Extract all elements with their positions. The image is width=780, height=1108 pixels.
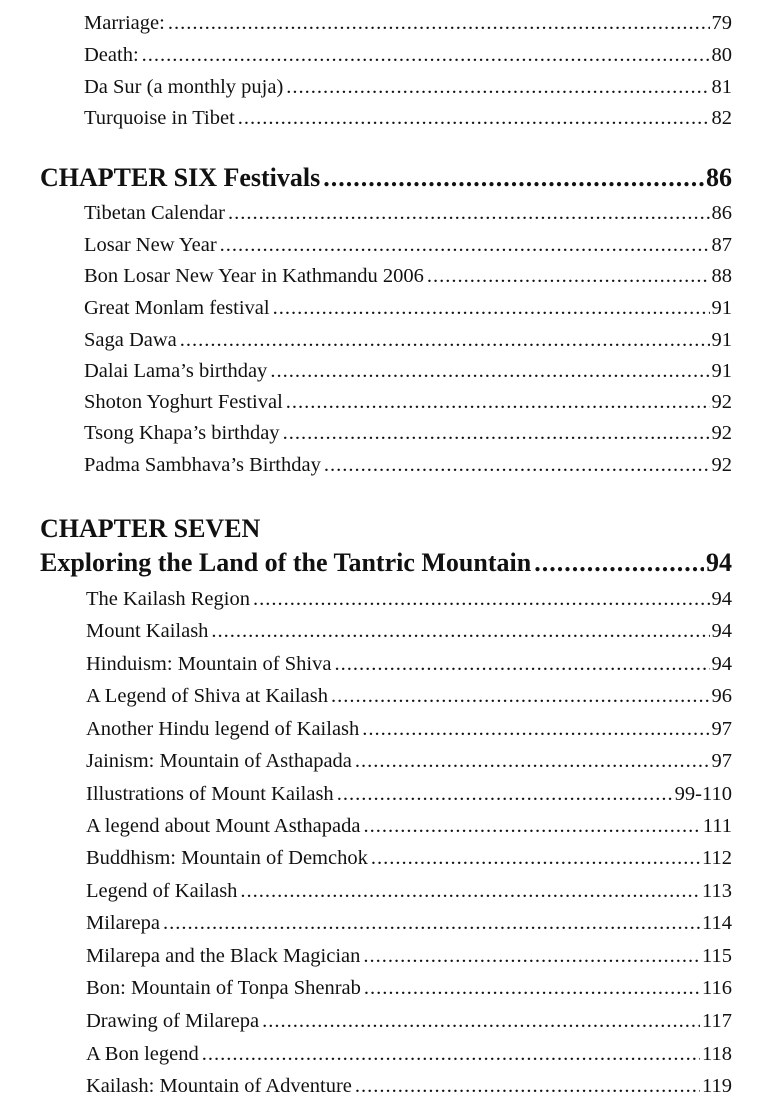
toc-entry-title: Dalai Lama’s birthday — [84, 360, 268, 382]
toc-entry[interactable] — [86, 941, 732, 971]
toc-entry-page: 92 — [711, 422, 732, 444]
dot-leader — [334, 649, 709, 679]
toc-entry-title: Great Monlam festival — [84, 297, 270, 319]
dot-leader — [273, 293, 710, 323]
toc-entry-title: Padma Sambhava’s Birthday — [84, 454, 321, 476]
toc-entry[interactable] — [86, 1006, 732, 1036]
toc-entry-page: 96 — [711, 685, 732, 707]
toc-entry-page: 87 — [711, 234, 732, 256]
toc-entry-title: The Kailash Region — [86, 588, 250, 610]
toc-entry-title: A Bon legend — [86, 1043, 199, 1065]
toc-entry-page: 112 — [702, 847, 732, 869]
toc-entry-page: 117 — [702, 1010, 732, 1032]
toc-entry-page: 92 — [711, 391, 732, 413]
dot-leader — [240, 876, 700, 906]
toc-entry[interactable] — [86, 649, 732, 679]
dot-leader — [337, 779, 673, 809]
toc-entry[interactable] — [86, 584, 732, 614]
chapter-page: 94 — [706, 548, 732, 577]
toc-entry-page: 81 — [711, 76, 732, 98]
toc-entry-title: Turquoise in Tibet — [84, 107, 235, 129]
toc-entry-title: Mount Kailash — [86, 620, 209, 642]
toc-entry-page: 82 — [711, 107, 732, 129]
toc-entry-page: 88 — [711, 265, 732, 287]
toc-entry-page: 97 — [711, 718, 732, 740]
dot-leader — [286, 72, 709, 102]
chapter-title: Exploring the Land of the Tantric Mountain — [40, 548, 532, 577]
toc-entry[interactable] — [86, 811, 732, 841]
toc-entry-page: 97 — [711, 750, 732, 772]
dot-leader — [220, 230, 710, 260]
toc-entry[interactable] — [86, 616, 732, 646]
toc-entry[interactable] — [84, 261, 732, 291]
toc-entry-page: 86 — [711, 202, 732, 224]
toc-entry-page: 91 — [711, 360, 732, 382]
toc-entry-title: Saga Dawa — [84, 329, 177, 351]
dot-leader — [355, 746, 710, 776]
toc-entry[interactable] — [84, 72, 732, 102]
dot-leader — [363, 941, 700, 971]
dot-leader — [163, 908, 700, 938]
toc-entry[interactable] — [84, 418, 732, 448]
dot-leader — [362, 714, 709, 744]
toc-entry-page: 80 — [711, 44, 732, 66]
toc-entry[interactable] — [84, 40, 732, 70]
toc-entry-title: Milarepa and the Black Magician — [86, 945, 361, 967]
toc-entry[interactable] — [86, 681, 732, 711]
toc-entry-page: 91 — [711, 297, 732, 319]
toc-entry[interactable] — [86, 779, 732, 809]
chapter-title: CHAPTER SIX Festivals — [40, 163, 321, 192]
toc-entry-page: 79 — [711, 12, 732, 34]
toc-entry[interactable] — [84, 198, 732, 228]
toc-entry-title: Milarepa — [86, 912, 160, 934]
chapter-page: 86 — [706, 163, 732, 192]
toc-entry[interactable] — [86, 1071, 732, 1101]
toc-entry[interactable] — [86, 714, 732, 744]
toc-entry[interactable] — [84, 325, 732, 355]
dot-leader — [331, 681, 710, 711]
toc-entry-title: Losar New Year — [84, 234, 217, 256]
toc-entry-title: Tsong Khapa’s birthday — [84, 422, 280, 444]
toc-entry-page: 114 — [702, 912, 732, 934]
toc-entry-title: Buddhism: Mountain of Demchok — [86, 847, 368, 869]
dot-leader — [323, 160, 704, 196]
toc-entry-title: Illustrations of Mount Kailash — [86, 783, 334, 805]
toc-entry-page: 115 — [702, 945, 732, 967]
dot-leader — [363, 811, 700, 841]
toc-entry-title: Another Hindu legend of Kailash — [86, 718, 360, 740]
toc-entry-page: 118 — [702, 1043, 732, 1065]
toc-entry-page: 113 — [702, 880, 732, 902]
chapter-seven-label: CHAPTER SEVEN — [40, 514, 261, 543]
dot-leader — [427, 261, 710, 291]
dot-leader — [168, 8, 710, 38]
toc-entry[interactable] — [84, 230, 732, 260]
dot-leader — [324, 450, 710, 480]
toc-entry-title: Death: — [84, 44, 139, 66]
dot-leader — [286, 387, 710, 417]
toc-entry[interactable] — [86, 973, 732, 1003]
dot-leader — [364, 973, 700, 1003]
toc-entry-page: 91 — [711, 329, 732, 351]
toc-entry-page: 116 — [702, 977, 732, 999]
toc-entry-page: 94 — [711, 653, 732, 675]
toc-entry-page: 111 — [702, 815, 732, 837]
toc-entry-title: Hinduism: Mountain of Shiva — [86, 653, 332, 675]
chapter-seven-heading[interactable] — [40, 545, 732, 581]
toc-entry-title: A Legend of Shiva at Kailash — [86, 685, 328, 707]
dot-leader — [238, 103, 710, 133]
toc-entry-title: Kailash: Mountain of Adventure — [86, 1075, 352, 1097]
toc-entry[interactable] — [84, 8, 732, 38]
toc-entry[interactable] — [86, 1039, 732, 1069]
toc-entry-title: Jainism: Mountain of Asthapada — [86, 750, 352, 772]
dot-leader — [283, 418, 710, 448]
toc-entry-page: 92 — [711, 454, 732, 476]
toc-entry-title: Shoton Yoghurt Festival — [84, 391, 283, 413]
dot-leader — [180, 325, 710, 355]
dot-leader — [262, 1006, 700, 1036]
toc-entry[interactable] — [86, 843, 732, 873]
dot-leader — [142, 40, 710, 70]
toc-entry-page: 99-110 — [674, 783, 732, 805]
dot-leader — [371, 843, 700, 873]
dot-leader — [355, 1071, 700, 1101]
toc-entry[interactable] — [84, 293, 732, 323]
toc-entry-title: A legend about Mount Asthapada — [86, 815, 361, 837]
dot-leader — [211, 616, 709, 646]
dot-leader — [534, 545, 704, 581]
dot-leader — [253, 584, 710, 614]
toc-entry[interactable] — [86, 876, 732, 906]
toc-entry-title: Tibetan Calendar — [84, 202, 226, 224]
dot-leader — [202, 1039, 700, 1069]
dot-leader — [270, 356, 709, 386]
toc-entry[interactable] — [86, 908, 732, 938]
toc-entry[interactable] — [84, 356, 732, 386]
toc-entry-title: Bon: Mountain of Tonpa Shenrab — [86, 977, 361, 999]
toc-entry-page: 94 — [711, 588, 732, 610]
toc-entry-title: Legend of Kailash — [86, 880, 238, 902]
toc-entry-title: Da Sur (a monthly puja) — [84, 76, 284, 98]
toc-entry-title: Drawing of Milarepa — [86, 1010, 260, 1032]
dot-leader — [228, 198, 709, 228]
toc-entry[interactable] — [84, 103, 732, 133]
toc-entry-title: Marriage: — [84, 12, 165, 34]
chapter-six-heading[interactable] — [40, 160, 732, 196]
toc-entry-page: 119 — [702, 1075, 732, 1097]
toc-entry-page: 94 — [711, 620, 732, 642]
toc-entry[interactable] — [86, 746, 732, 776]
toc-entry[interactable] — [84, 387, 732, 417]
toc-entry[interactable] — [84, 450, 732, 480]
toc-entry-title: Bon Losar New Year in Kathmandu 2006 — [84, 265, 424, 287]
